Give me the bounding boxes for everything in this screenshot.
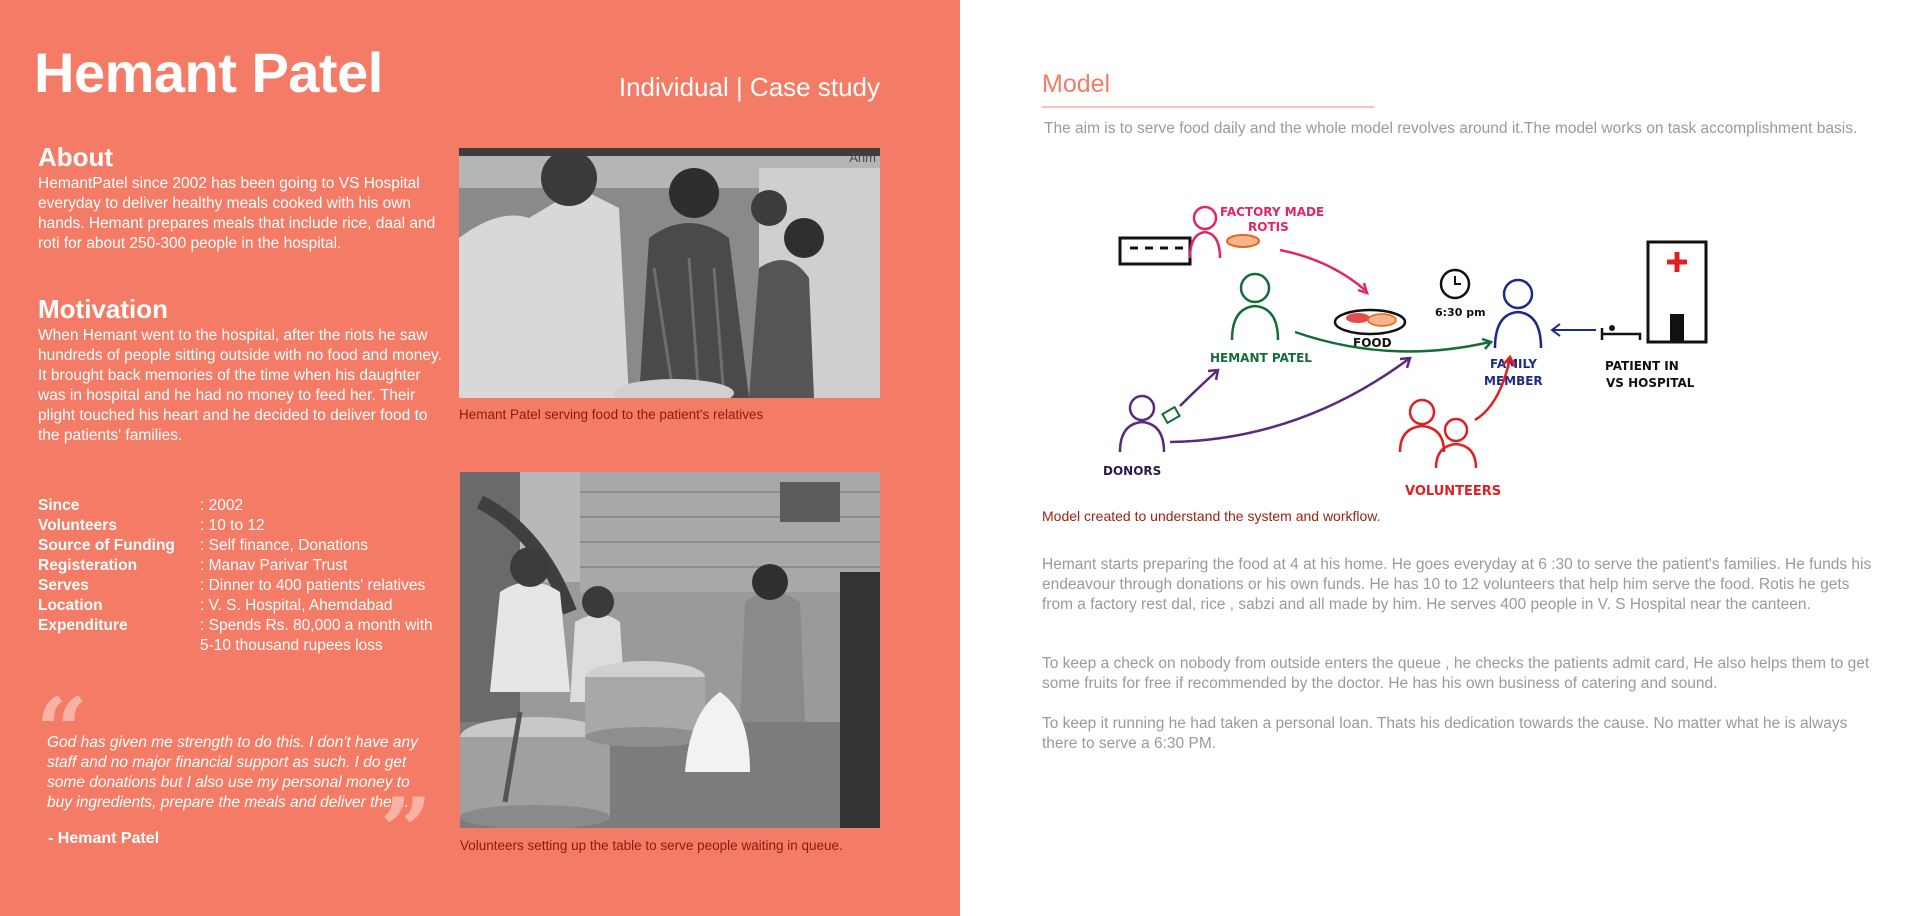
page-subtitle: Individual | Case study [618, 72, 880, 102]
hemant-figure-icon [1232, 274, 1278, 340]
fact-row [38, 536, 450, 556]
photo2-caption: Volunteers setting up the table to serve people waiting in queue. [460, 838, 843, 853]
fact-key: Expenditure [38, 617, 128, 634]
model-intro: The aim is to serve food daily and the whole model revolves around it.The model works on task accomplishment basis. [1044, 120, 1858, 137]
motivation-text: When Hemant went to the hospital, after the riots he saw hundreds of people sitting outside with no food and money. It brought back memories of the time when his daughter was in hospital and he had no money to feed her. Their plight touched his heart and he decided to deliver food to the patients' families. [38, 327, 442, 444]
serving-food-photo [459, 148, 880, 398]
fact-value: : 10 to 12 [200, 517, 265, 534]
bed-icon [1602, 325, 1640, 340]
family-member-icon [1495, 280, 1541, 348]
serve-arrow [1295, 332, 1490, 351]
factory-worker-icon [1190, 207, 1220, 258]
food-plate-icon [1335, 310, 1405, 334]
volunteers-label: VOLUNTEERS [1405, 484, 1502, 499]
quote-close-icon: ” [380, 778, 432, 884]
page-title: Hemant Patel [34, 41, 383, 104]
roti-arrow [1280, 250, 1365, 290]
fact-value: : Self finance, Donations [200, 537, 369, 554]
fact-key: Location [38, 597, 103, 614]
fact-key: Serves [38, 577, 89, 594]
factory-label: FACTORY MADE [1220, 205, 1325, 219]
model-heading: Model [1042, 70, 1111, 98]
right-panel [960, 0, 1920, 916]
rotis-label: ROTIS [1248, 220, 1289, 234]
donors-label: DONORS [1103, 464, 1162, 478]
family-label-2: MEMBER [1484, 374, 1543, 388]
volunteers-photo [460, 472, 880, 828]
quote-text: God has given me strength to do this. I don't have any staff and no major financial support as such. I do get some donations but I also use my personal money to buy ingredients, prepare the meals and deliver them. [47, 734, 418, 811]
food-label: FOOD [1353, 336, 1392, 350]
about-text: HemantPatel since 2002 has been going to VS Hospital everyday to deliver healthy meals cooked with his own hands. Hemant prepares meals that include rice, daal and roti for about 250-300 people in the hospital. [38, 175, 436, 252]
fact-value: : Manav Parivar Trust [200, 557, 348, 574]
fact-value: : 2002 [200, 497, 244, 514]
fact-row [38, 516, 450, 536]
model-caption: Model created to understand the system and workflow. [1042, 508, 1381, 524]
photo1-caption: Hemant Patel serving food to the patient's relatives [459, 407, 764, 422]
fact-value: : Spends Rs. 80,000 a month with 5-10 thousand rupees loss [200, 617, 433, 654]
fact-row [38, 596, 450, 616]
donate-arrow [1180, 370, 1218, 406]
fact-row [38, 556, 450, 576]
family-label-1: FAMILY [1490, 357, 1537, 371]
fact-key: Volunteers [38, 517, 117, 534]
quote-open-icon: “ [36, 678, 88, 784]
patient-label-1: PATIENT IN [1605, 359, 1679, 373]
facts-table [38, 496, 450, 656]
volunteers-icon [1400, 400, 1476, 468]
model-paragraph-3: To keep it running he had taken a personal loan. Thats his dedication towards the cause. No matter what he is always there to serve a 6:30 PM. [1042, 715, 1848, 752]
fact-key: Registeration [38, 557, 138, 574]
clock-icon [1441, 270, 1469, 298]
fact-row [38, 616, 450, 656]
fact-value: : V. S. Hospital, Ahemdabad [200, 597, 393, 614]
photo-watermark: Ahm [849, 150, 876, 165]
money-icon [1162, 407, 1179, 423]
factory-icon [1120, 238, 1190, 264]
fact-row [38, 576, 450, 596]
model-paragraph-1: Hemant starts preparing the food at 4 at his home. He goes everyday at 6 :30 to serve the patient's families. He funds his endeavour through donations or his own funds. He has 10 to 12 volunteers that help him serve the food. Rotis he gets from a factory rest dal, rice , sabzi and all made by him. He serves 400 people in V. S Hospital near the canteen. [1042, 556, 1872, 613]
hospital-icon [1648, 242, 1706, 342]
donor-figure-icon [1120, 396, 1164, 452]
fact-row [38, 496, 450, 516]
heading-divider [1042, 106, 1374, 108]
roti-icon [1227, 235, 1259, 247]
fact-key: Since [38, 497, 80, 514]
time-label: 6:30 pm [1435, 306, 1486, 319]
motivation-heading: Motivation [38, 294, 168, 324]
hemant-label: HEMANT PATEL [1210, 351, 1312, 365]
patient-label-2: VS HOSPITAL [1606, 376, 1695, 390]
workflow-diagram [1100, 190, 1760, 510]
fact-value: : Dinner to 400 patients' relatives [200, 577, 426, 594]
model-paragraph-2: To keep a check on nobody from outside enters the queue , he checks the patients admit card, He also helps them to get some fruits for free if recommended by the doctor. He has his own business of catering and sound. [1042, 655, 1870, 692]
fact-key: Source of Funding [38, 537, 175, 554]
fund-arrow [1170, 358, 1410, 442]
about-heading: About [38, 142, 114, 172]
quote-author: - Hemant Patel [48, 830, 160, 847]
